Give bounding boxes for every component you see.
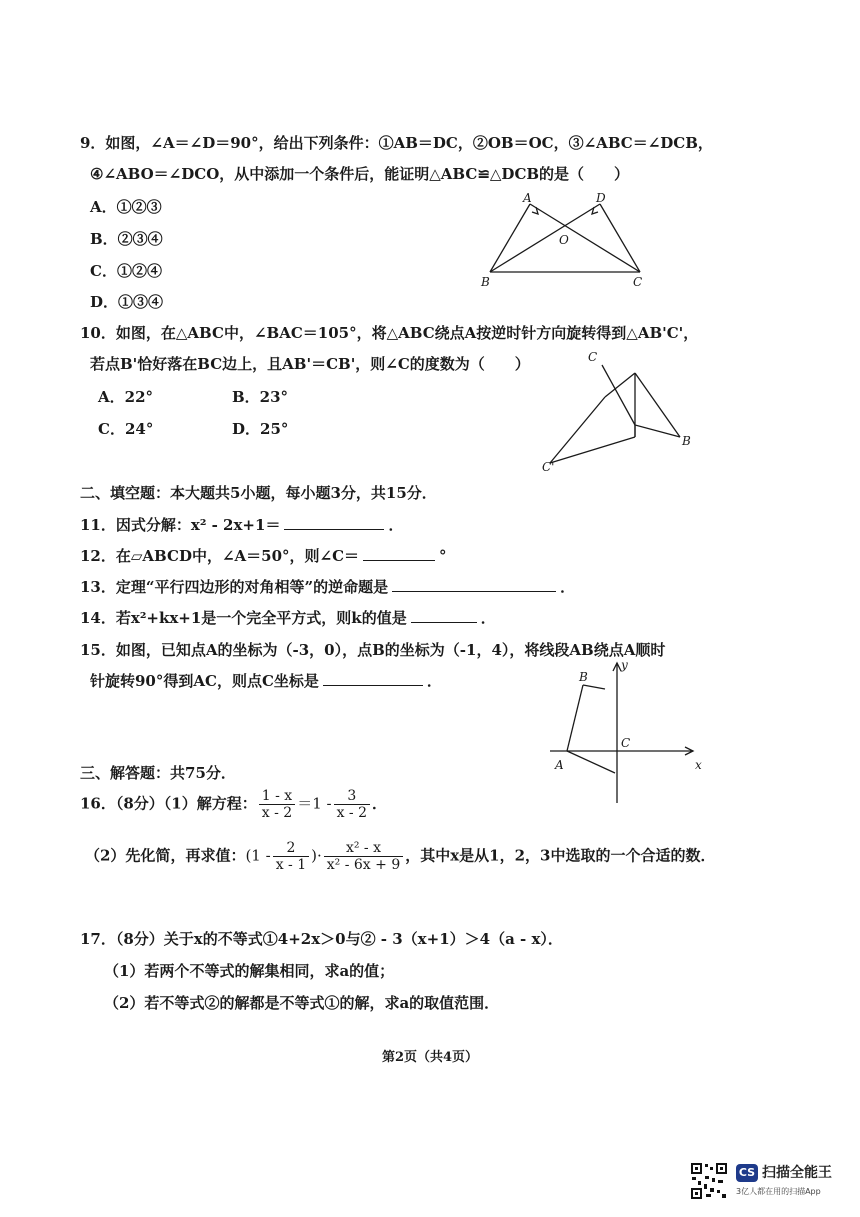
q9-label-c: C bbox=[633, 275, 643, 289]
q13-answer-blank[interactable] bbox=[392, 577, 556, 592]
q16-eq-fraction-right bbox=[334, 788, 370, 821]
q9-figure bbox=[475, 190, 655, 295]
scanner-tagline: 3亿人都在用的扫描App bbox=[736, 1187, 821, 1196]
q11-suffix: ． bbox=[388, 516, 404, 534]
q16-eq-middle: ＝1 - bbox=[297, 794, 332, 813]
q10-label-b: B bbox=[682, 434, 691, 448]
scanner-app-name: 扫描全能王 bbox=[762, 1165, 832, 1181]
q10-label-c-prime: C' bbox=[542, 460, 555, 474]
q15-stem-line2 bbox=[90, 670, 442, 691]
q16-expr-fraction-1 bbox=[273, 840, 309, 873]
q16-part2 bbox=[85, 840, 716, 873]
q13 bbox=[80, 576, 575, 597]
q15-label-x: x bbox=[695, 758, 702, 772]
q16-expr-f2-numerator: x² - x bbox=[324, 840, 403, 857]
q16-eq-end: ． bbox=[372, 794, 388, 813]
q10-stem-line2: 若点B'恰好落在BC边上，且AB'＝CB'，则∠C的度数为（ ） bbox=[90, 355, 530, 373]
q16-part2-suffix: ，其中x是从1，2，3中选取的一个合适的数． bbox=[405, 846, 716, 865]
q10-stem-line1: 10．如图，在△ABC中，∠BAC＝105°，将△ABC绕点A按逆时针方向旋转得到△AB'C'， bbox=[80, 324, 699, 342]
q14 bbox=[80, 607, 496, 628]
q12 bbox=[80, 545, 447, 566]
q17-part1: （1）若两个不等式的解集相同，求a的值； bbox=[104, 962, 395, 980]
q15-label-a: A bbox=[555, 758, 564, 772]
q12-suffix: ° bbox=[439, 547, 447, 565]
q15-label-b: B bbox=[579, 670, 588, 684]
q9-stem-line1: 9．如图，∠A＝∠D＝90°，给出下列条件：①AB＝DC，②OB＝OC，③∠ABC＝∠DCB， bbox=[80, 134, 713, 152]
q16-eq-right-numerator: 3 bbox=[334, 788, 370, 805]
q15-answer-blank[interactable] bbox=[323, 671, 423, 686]
q16-expr-fraction-2 bbox=[324, 840, 403, 873]
q15-figure bbox=[545, 655, 715, 805]
q15-label-c: C bbox=[621, 736, 631, 750]
q15-text: 针旋转90°得到AC，则点C坐标是 bbox=[90, 672, 319, 690]
q16-eq-left-denominator: x - 2 bbox=[261, 805, 293, 821]
q10-label-c: C bbox=[588, 350, 598, 364]
q12-text: 12．在▱ABCD中，∠A＝50°，则∠C＝ bbox=[80, 547, 360, 565]
q13-suffix: ． bbox=[560, 578, 576, 596]
q9-option-d: D．①③④ bbox=[90, 293, 164, 311]
q14-suffix: ． bbox=[480, 609, 496, 627]
q13-text: 13．定理“平行四边形的对角相等”的逆命题是 bbox=[80, 578, 389, 596]
q16-expr-open: (1 - bbox=[245, 846, 271, 865]
q9-label-a: A bbox=[523, 191, 532, 205]
q9-label-o: O bbox=[559, 233, 569, 247]
q16-eq-right-denominator: x - 2 bbox=[336, 805, 368, 821]
q10-option-c: C．24° bbox=[98, 420, 154, 438]
q15-suffix: ． bbox=[426, 672, 442, 690]
q9-label-d: D bbox=[596, 191, 606, 205]
q11-answer-blank[interactable] bbox=[284, 515, 384, 530]
q16-part2-text: （2）先化简，再求值： bbox=[85, 846, 246, 865]
q14-text: 14．若x²+kx+1是一个完全平方式，则k的值是 bbox=[80, 609, 407, 627]
section-3-heading: 三、解答题：共75分． bbox=[80, 764, 236, 782]
q11 bbox=[80, 514, 403, 535]
section-2-heading: 二、填空题：本大题共5小题，每小题3分，共15分． bbox=[80, 484, 437, 502]
q16-part1 bbox=[80, 788, 387, 821]
q14-answer-blank[interactable] bbox=[411, 608, 477, 623]
q10-option-a: A．22° bbox=[98, 388, 154, 406]
qr-code-icon bbox=[690, 1162, 728, 1200]
q15-label-y: y bbox=[621, 658, 628, 672]
q16-expr-f2-denominator: x² - 6x + 9 bbox=[326, 857, 401, 873]
q9-option-a: A．①②③ bbox=[90, 198, 162, 216]
q10-option-b: B．23° bbox=[232, 388, 289, 406]
scanner-watermark bbox=[690, 1162, 850, 1207]
q16-eq-left-numerator: 1 - x bbox=[259, 788, 295, 805]
q9-option-b: B．②③④ bbox=[90, 230, 163, 248]
q12-answer-blank[interactable] bbox=[363, 546, 435, 561]
q11-text: 11．因式分解：x² - 2x+1＝ bbox=[80, 516, 281, 534]
q9-stem-line2: ④∠ABO＝∠DCO，从中添加一个条件后，能证明△ABC≌△DCB的是（ ） bbox=[90, 165, 630, 183]
cs-logo-icon: CS bbox=[736, 1164, 758, 1182]
q16-expr-mid: )· bbox=[311, 846, 322, 865]
q15-stem-line1: 15．如图，已知点A的坐标为（-3，0），点B的坐标为（-1，4），将线段AB绕点A顺时 bbox=[80, 641, 666, 659]
page-footer: 第2页（共4页） bbox=[381, 1050, 479, 1065]
q10-figure bbox=[540, 345, 710, 475]
q16-part1-text: 16．（8分）（1）解方程： bbox=[80, 794, 257, 813]
q17-part2: （2）若不等式②的解都是不等式①的解，求a的取值范围． bbox=[104, 994, 500, 1012]
q16-expr-f1-denominator: x - 1 bbox=[275, 857, 307, 873]
q9-label-b: B bbox=[481, 275, 490, 289]
q9-option-c: C．①②④ bbox=[90, 262, 162, 280]
q10-option-d: D．25° bbox=[232, 420, 289, 438]
q16-eq-fraction-left bbox=[259, 788, 295, 821]
q17-stem: 17．（8分）关于x的不等式①4+2x＞0与② - 3（x+1）＞4（a - x）． bbox=[80, 930, 563, 948]
q16-expr-f1-numerator: 2 bbox=[273, 840, 309, 857]
